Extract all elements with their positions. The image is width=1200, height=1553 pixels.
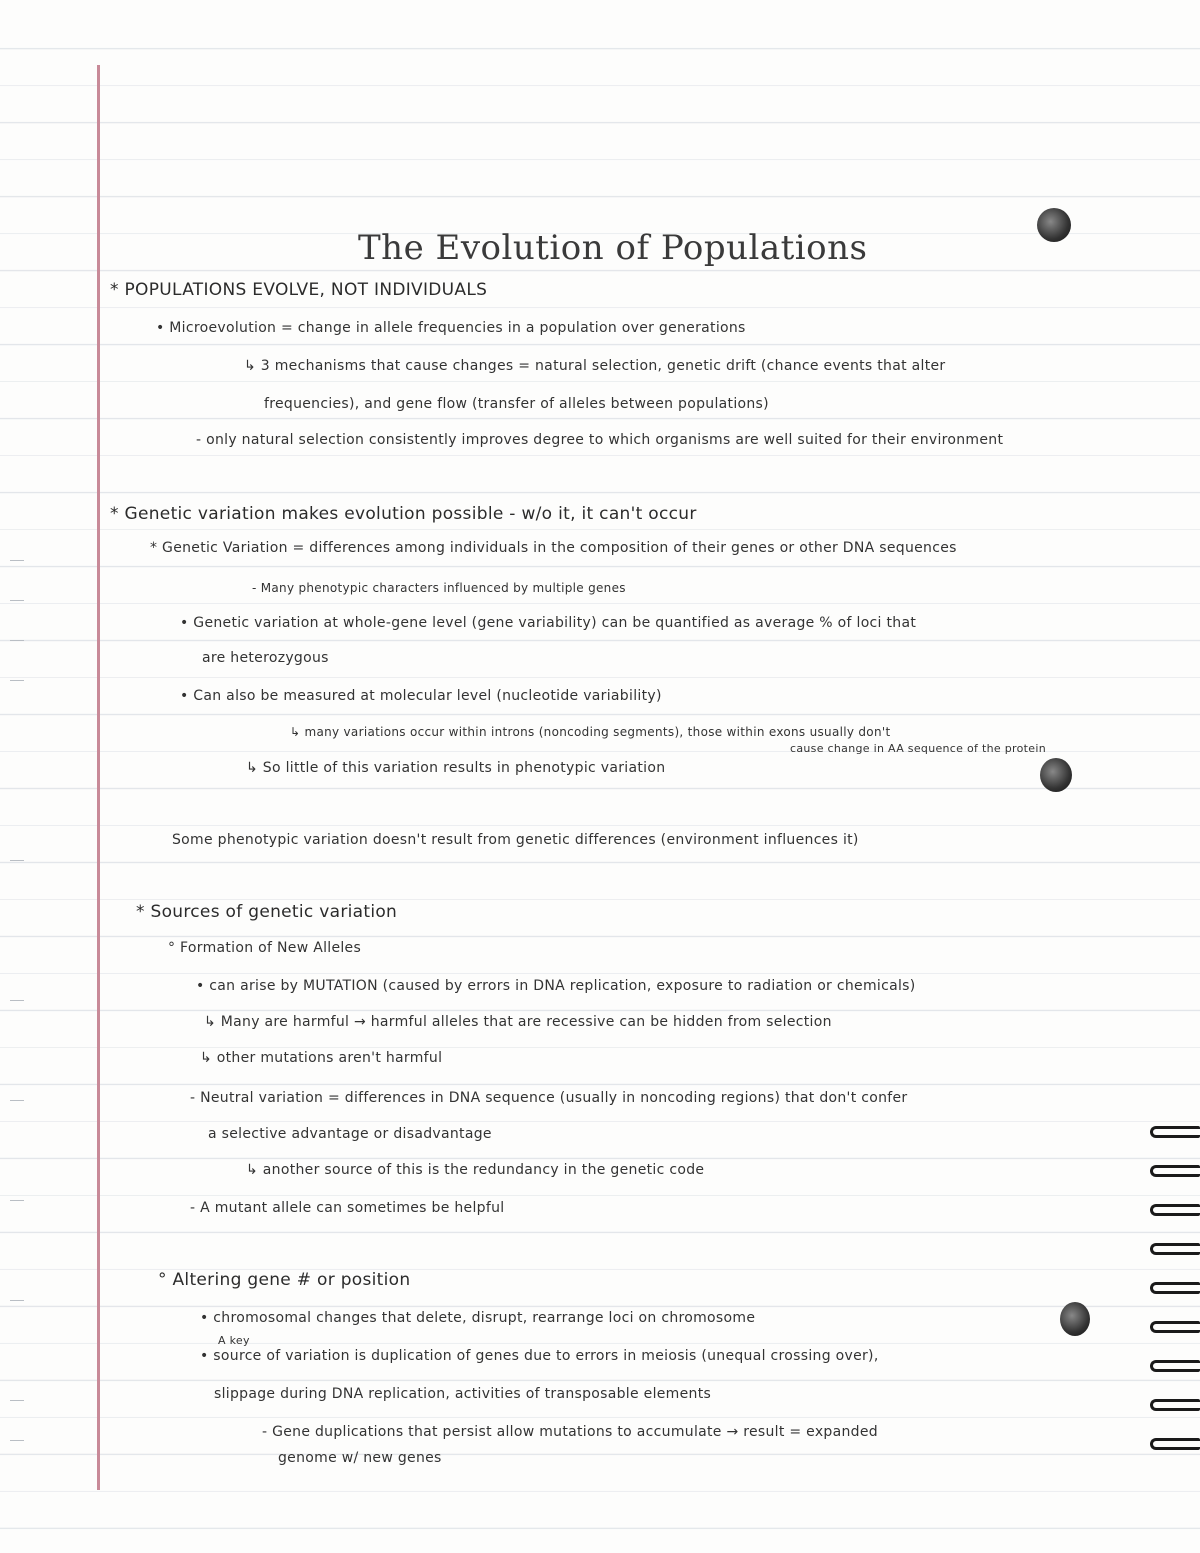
note-line: • Can also be measured at molecular level (nucleotide variability) [180, 688, 662, 704]
subheading-new-alleles: ° Formation of New Alleles [168, 940, 362, 956]
note-line: A key [218, 1334, 250, 1347]
page-title: The Evolution of Populations [358, 228, 868, 268]
note-line: • Genetic variation at whole-gene level (gene variability) can be quantified as average % of loci that [180, 615, 917, 631]
edge-mark [10, 1300, 24, 1301]
spiral-coil-icon [1150, 1122, 1200, 1144]
edge-mark [10, 1100, 24, 1101]
edge-mark [10, 640, 24, 641]
note-line: ↳ Many are harmful → harmful alleles that are recessive can be hidden from selection [204, 1014, 832, 1030]
edge-mark [10, 680, 24, 681]
edge-mark [10, 860, 24, 861]
note-line: are heterozygous [202, 650, 329, 666]
note-line: a selective advantage or disadvantage [208, 1126, 492, 1142]
margin-line [97, 65, 100, 1490]
note-line: ↳ many variations occur within introns (noncoding segments), those within exons usually don't [290, 725, 891, 739]
note-line: - Gene duplications that persist allow mutations to accumulate → result = expanded [262, 1424, 878, 1440]
spiral-coil-icon [1150, 1239, 1200, 1261]
spiral-coil-icon [1150, 1200, 1200, 1222]
note-line: • source of variation is duplication of genes due to errors in meiosis (unequal crossing over), [200, 1348, 879, 1364]
spiral-coil-icon [1150, 1356, 1200, 1378]
heading-populations: * POPULATIONS EVOLVE, NOT INDIVIDUALS [110, 280, 488, 300]
subheading-altering-gene: ° Altering gene # or position [158, 1270, 411, 1290]
punch-hole-icon [1037, 208, 1071, 242]
edge-mark [10, 1000, 24, 1001]
note-line: frequencies), and gene flow (transfer of alleles between populations) [264, 396, 769, 412]
note-line: • chromosomal changes that delete, disrupt, rearrange loci on chromosome [200, 1310, 756, 1326]
spiral-coil-icon [1150, 1161, 1200, 1183]
note-line: ↳ 3 mechanisms that cause changes = natural selection, genetic drift (chance events that alter [244, 358, 946, 374]
edge-mark [10, 1200, 24, 1201]
note-line: slippage during DNA replication, activities of transposable elements [214, 1386, 712, 1402]
spiral-coil-icon [1150, 1434, 1200, 1456]
edge-mark [10, 1440, 24, 1441]
spiral-coil-icon [1150, 1278, 1200, 1300]
note-line: * Genetic Variation = differences among individuals in the composition of their genes or other DNA sequences [150, 540, 957, 556]
edge-mark [10, 560, 24, 561]
punch-hole-icon [1040, 758, 1072, 792]
note-line: cause change in AA sequence of the protein [790, 742, 1046, 755]
spiral-coil-icon [1150, 1317, 1200, 1339]
note-line: • can arise by MUTATION (caused by errors in DNA replication, exposure to radiation or chemicals) [196, 978, 916, 994]
note-line: - only natural selection consistently improves degree to which organisms are well suited for their environment [196, 432, 1004, 448]
punch-hole-icon [1060, 1302, 1090, 1336]
note-line: ↳ other mutations aren't harmful [200, 1050, 443, 1066]
edge-mark [10, 1400, 24, 1401]
note-line: ↳ So little of this variation results in phenotypic variation [246, 760, 666, 776]
note-line: • Microevolution = change in allele frequencies in a population over generations [156, 320, 746, 336]
heading-genetic-variation: * Genetic variation makes evolution possible - w/o it, it can't occur [110, 504, 697, 524]
heading-sources: * Sources of genetic variation [136, 902, 398, 922]
note-line: - A mutant allele can sometimes be helpful [190, 1200, 505, 1216]
edge-mark [10, 600, 24, 601]
note-line: ↳ another source of this is the redundancy in the genetic code [246, 1162, 705, 1178]
note-line: genome w/ new genes [278, 1450, 442, 1466]
note-line: - Neutral variation = differences in DNA sequence (usually in noncoding regions) that don't confer [190, 1090, 908, 1106]
note-line: Some phenotypic variation doesn't result from genetic differences (environment influences it) [172, 832, 859, 848]
note-line: - Many phenotypic characters influenced by multiple genes [252, 581, 626, 595]
spiral-coil-icon [1150, 1395, 1200, 1417]
